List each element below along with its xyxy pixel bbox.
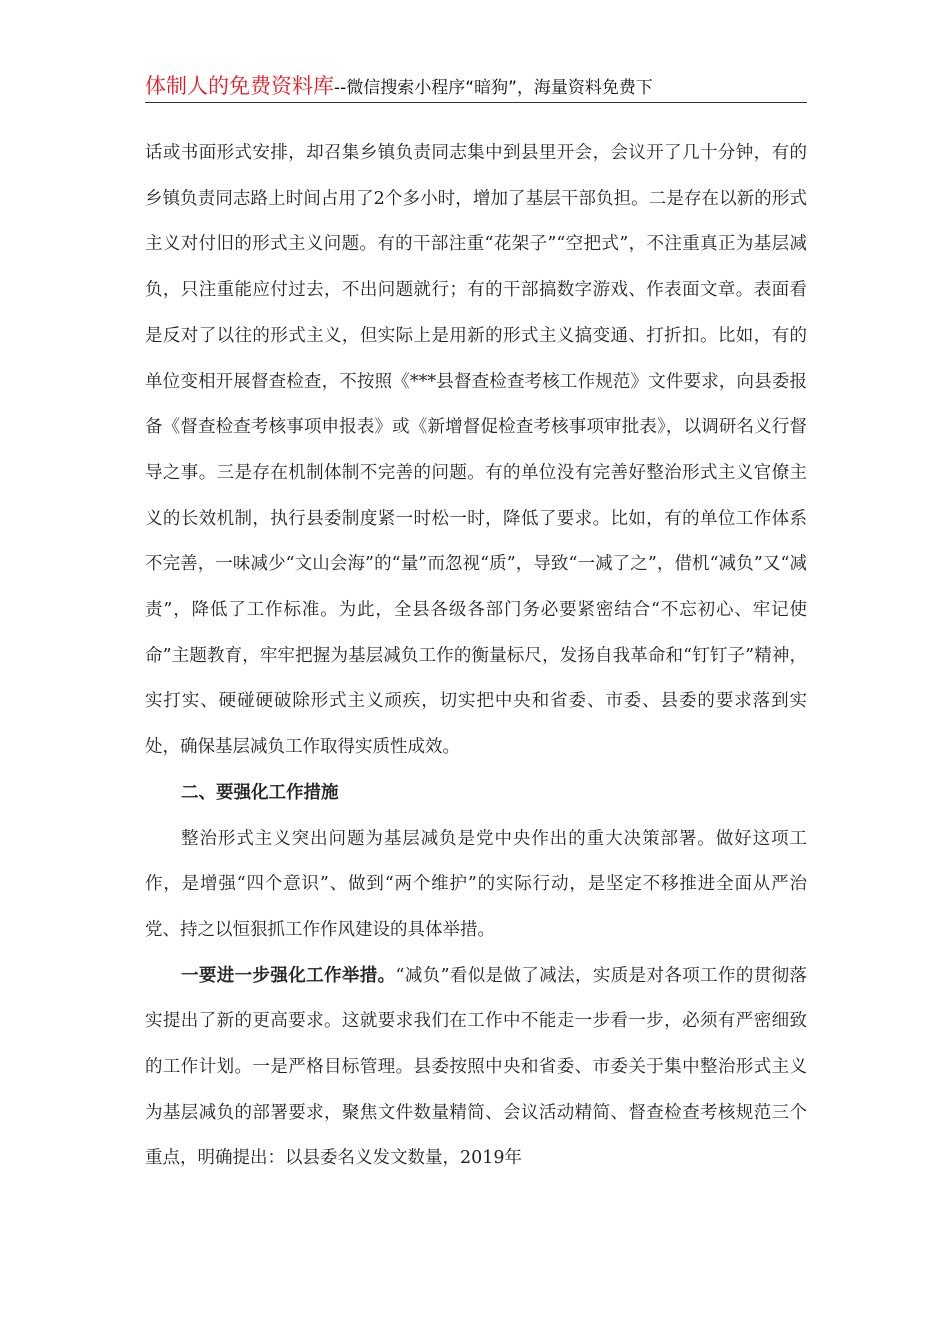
header-brand: 体制人的免费资料库	[145, 74, 334, 98]
paragraph-2: 整治形式主义突出问题为基层减负是党中央作出的重大决策部署。做好这项工作，是增强“四个意识”、做到“两个维护”的实际行动，是坚定不移推进全面从严治党、持之以恒狠抓工作作风建设的具体举措。	[145, 828, 807, 940]
section-heading-2: 二、要强化工作措施	[181, 782, 339, 803]
paragraph-1: 话或书面形式安排，却召集乡镇负责同志集中到县里开会，会议开了几十分钟，有的乡镇负责同志路上时间占用了2个多小时，增加了基层干部负担。二是存在以新的形式主义对付旧的形式主义问题。有的干部注重“花架子”“空把式”，不注重真正为基层减负，只注重能应付过去，不出问题就行；有的干部搞数字游戏、作表面文章。表面看是反对了以往的形式主义，但实际上是用新的形式主义搞变通、打折扣。比如，有的单位变相开展督查检查，不按照《***县督查检查考核工作规范》文件要求，向县委报备《督查检查考核事项申报表》或《新增督促检查考核事项审批表》，以调研名义行督导之事。三是存在机制体制不完善的问题。有的单位没有完善好整治形式主义官僚主义的长效机制，执行县委制度紧一时松一时，降低了要求。比如，有的单位工作体系不完善，一味减少“文山会海”的“量”而忽视“质”，导致“一减了之”，借机“减负”又“减责”，降低了工作标准。为此，全县各级各部门务必要紧密结合“不忘初心、牢记使命”主题教育，牢牢把握为基层减负工作的衡量标尺，发扬自我革命和“钉钉子”精神，实打实、硬碰硬破除形式主义顽疾，切实把中央和省委、市委、县委的要求落到实处，确保基层减负工作取得实质性成效。	[145, 143, 807, 758]
paragraph-3-text: “减负”看似是做了减法，实质是对各项工作的贯彻落实提出了新的更高要求。这就要求我们在工作中不能走一步看一步，必须有严密细致的工作计划。一是严格目标管理。县委按照中央和省委、市委关于集中整治形式主义为基层减负的部署要求，聚焦文件数量精简、会议活动精简、督查检查考核规范三个重点，明确提出：以县委名义发文数量，2019年	[145, 965, 807, 1169]
header-slogan: --微信搜索小程序“暗狗”，海量资料免费下	[334, 78, 653, 98]
page-header	[145, 70, 807, 103]
paragraph-3	[145, 954, 807, 1183]
paragraph-3-lead: 一要进一步强化工作举措。	[181, 965, 396, 986]
document-body	[145, 131, 807, 1182]
